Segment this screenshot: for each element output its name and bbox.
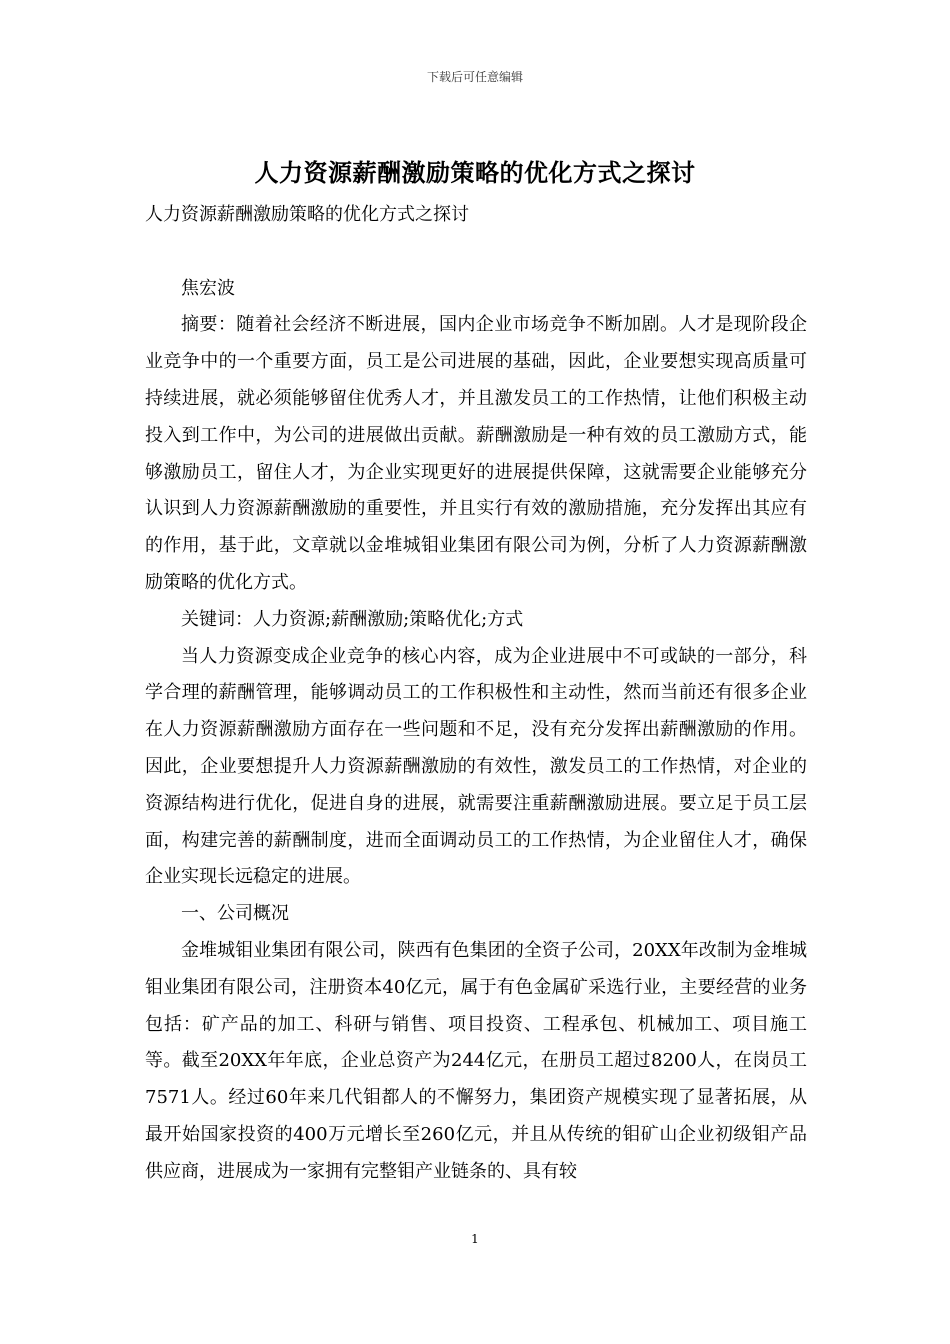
abstract-paragraph: 摘要：随着社会经济不断进展，国内企业市场竞争不断加剧。人才是现阶段企业竞争中的一个重要方面，员工是公司进展的基础，因此，企业要想实现高质量可持续进展，就必须能够留住优秀人才，并且激发员工的工作热情，让他们积极主动投入到工作中，为公司的进展做出贡献。薪酬激励是一种有效的员工激励方式，能够激励员工，留住人才，为企业实现更好的进展提供保障，这就需要企业能够充分认识到人力资源薪酬激励的重要性，并且实行有效的激励措施，充分发挥出其应有的作用，基于此，文章就以金堆城钼业集团有限公司为例，分析了人力资源薪酬激励策略的优化方式。 — [145, 314, 807, 593]
header-note: 下载后可任意编辑 — [426, 70, 523, 84]
author-name: 焦宏波 — [181, 277, 235, 299]
document-title: 人力资源薪酬激励策略的优化方式之探讨 — [254, 158, 696, 187]
section-paragraph: 金堆城钼业集团有限公司，陕西有色集团的全资子公司，20XX年改制为金堆城钼业集团有限公司，注册资本40亿元，属于有色金属矿采选行业，主要经营的业务包括：矿产品的加工、科研与销售、项目投资、工程承包、机械加工、项目施工等。截至20XX年年底，企业总资产为244亿元，在册员工超过8200人，在岗员工7571人。经过60年来几代钼都人的不懈努力，集团资产规模实现了显著拓展，从最开始国家投资的400万元增长至260亿元，并且从传统的钼矿山企业初级钼产品供应商，进展成为一家拥有完整钼产业链条的、具有较 — [145, 939, 807, 1182]
document-body — [145, 197, 807, 1191]
page-number: 1 — [471, 1232, 479, 1246]
document-subtitle: 人力资源薪酬激励策略的优化方式之探讨 — [145, 204, 469, 225]
keywords-line: 关键词：人力资源;薪酬激励;策略优化;方式 — [181, 608, 524, 630]
blank-line — [145, 234, 807, 271]
section-heading: 一、公司概况 — [181, 903, 289, 925]
intro-paragraph: 当人力资源变成企业竞争的核心内容，成为企业进展中不可或缺的一部分，科学合理的薪酬管理，能够调动员工的工作积极性和主动性，然而当前还有很多企业在人力资源薪酬激励方面存在一些问题和不足，没有充分发挥出薪酬激励的作用。因此，企业要想提升人力资源薪酬激励的有效性，激发员工的工作热情，对企业的资源结构进行优化，促进自身的进展，就需要注重薪酬激励进展。要立足于员工层面，构建完善的薪酬制度，进而全面调动员工的工作热情，为企业留住人才，确保企业实现长远稳定的进展。 — [145, 645, 807, 888]
